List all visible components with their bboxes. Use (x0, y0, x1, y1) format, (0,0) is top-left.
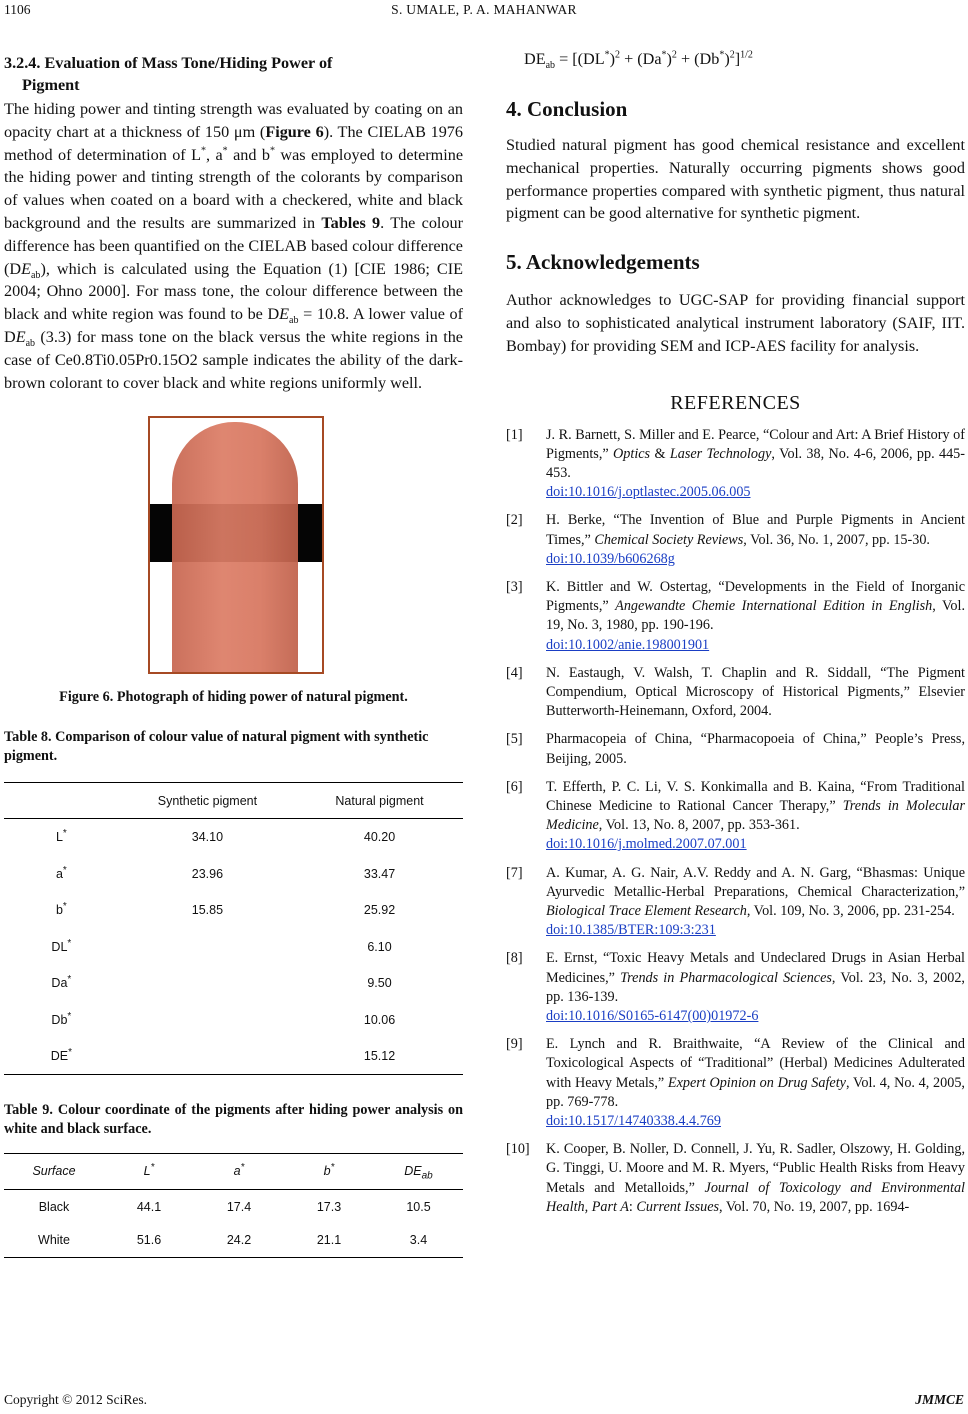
references-list (506, 426, 965, 1218)
table-8-caption: Table 8. Comparison of colour value of natural pigment with synthetic pigment. (4, 729, 429, 765)
references-heading: REFERENCES (670, 391, 801, 414)
table-row (4, 819, 463, 856)
equation-1: $DE_{ab} = [(DL^*)^2 + (Da^*)^2 + (Db^*)^2]^{1/2}$ (524, 49, 753, 72)
doi-link[interactable]: doi:10.1016/j.optlastec.2005.06.005 (546, 484, 751, 501)
row-label: DL* (51, 937, 72, 954)
doi-link[interactable]: doi:10.1016/j.molmed.2007.07.001 (546, 836, 747, 853)
doi-link[interactable]: doi:10.1385/BTER:109:3:231 (546, 922, 716, 939)
row-label: Db* (51, 1010, 72, 1027)
row-label: b* (55, 900, 67, 918)
table-row (4, 1038, 463, 1075)
table-9-caption: Table 9. Colour coordinate of the pigments after hiding power analysis on white and black surface. (4, 1101, 463, 1137)
table-9 (4, 1153, 463, 1258)
table-row (4, 1001, 463, 1038)
row-label: DE* (50, 1046, 73, 1063)
row-label: Da* (51, 973, 72, 991)
doi-link[interactable]: doi:10.1039/b606268g (546, 550, 675, 567)
natural-value: 15.12 (363, 1048, 396, 1063)
table-row (4, 855, 463, 892)
figure-6-caption: Figure 6. Photograph of hiding power of natural pigment. (59, 689, 408, 706)
acknowledgements-text: Author acknowledges to UGC-SAP for providing financial support and also to sophisticated analytical instrument laboratory (SAIF, IIT. Bombay) for providing SEM and ICP-AES facility for analysis. (506, 291, 965, 355)
synthetic-value (119, 1001, 296, 1038)
doi-link[interactable]: doi:10.1517/14740338.4.4.769 (546, 1113, 721, 1130)
reference-item: [7] A. Kumar, A. G. Nair, A.V. Reddy and A. N. Garg, “Bhasmas: Unique Ayurvedic Metallic-Herbal Preparations, Chemical Characterization,” Biological Trace Element Research, Vol. 109, No. 3, 2006, pp. 231-254. doi:10.1385/BTER:109:3:231 (506, 864, 965, 939)
page-header (0, 0, 968, 26)
journal-abbrev: JMMCE (915, 1392, 964, 1407)
synthetic-value (119, 1038, 296, 1075)
reference-item: [10] K. Cooper, B. Noller, D. Connell, J. Yu, R. Sadler, Olszowy, H. Golding, G. Tinggi, U. Moore and M. R. Myers, “Public Health Risks from Heavy Metals and Metalloids,” Journal of Toxicology and Environmental Health, Part A: Current Issues, Vol. 70, No. 19, 2007, pp. 1694- (506, 1141, 965, 1215)
table-8-header: Synthetic pigment Natural pigment (4, 783, 463, 819)
conclusion-text: Studied natural pigment has good chemical resistance and excellent mechanical properties. Naturally occurring pigments shows good performance properties compared with synthetic pigment, thus natural pigment can be good alternative for synthetic pigment. (506, 136, 965, 223)
natural-value: 25.92 (363, 903, 396, 918)
hiding-power-photograph (148, 416, 324, 674)
page-number: 1106 (4, 2, 31, 17)
synthetic-value: 23.96 (191, 866, 224, 881)
table-row (4, 965, 463, 1002)
natural-value: 9.50 (367, 976, 392, 991)
conclusion-heading: 4. Conclusion (506, 97, 628, 121)
section-heading-3-2-4: 3.2.4. Evaluation of Mass Tone/Hiding Power of Pigment (4, 54, 333, 94)
doi-link[interactable]: doi:10.1002/anie.198001901 (546, 636, 710, 653)
table-row (4, 892, 463, 929)
copyright: Copyright © 2012 SciRes. (4, 1392, 148, 1407)
running-authors: S. UMALE, P. A. MAHANWAR (391, 2, 577, 17)
reference-item: [9] E. Lynch and R. Braithwaite, “A Review of the Clinical and Toxicological Aspects of “Traditional” (Herbal) Medicines Adulterated with Heavy Metals,” Expert Opinion on Drug Safety, Vol. 4, No. 4, 2005, pp. 769-778. doi:10.1517/14740338.4.4.769 (506, 1036, 965, 1130)
natural-value: 40.20 (363, 830, 396, 845)
synthetic-value (119, 928, 296, 965)
natural-value: 10.06 (363, 1012, 396, 1027)
doi-link[interactable]: doi:10.1016/S0165-6147(00)01972-6 (546, 1008, 759, 1025)
synthetic-value: 15.85 (191, 903, 224, 918)
table-row (4, 928, 463, 965)
section-paragraph: The hiding power and tinting strength was evaluated by coating on an opacity chart at a thickness of 150 μm (Figure 6). The CIELAB 1976 method of determination of L*, a* and b* was employed to determine the hiding power and tinting strength of the colorants by comparison of values when coated on a board with a checkered, white and black background and the results are summarized in Tables 9. The colour difference has been quantified on the CIELAB based colour difference $(DE_{ab})$, which is calculated using the Equation (1) [CIE 1986; CIE 2004; Ohno 2000]. For mass tone, the colour difference between the black and white region was found to be $DE_{ab} = 10.8$. A lower value of $DE_{ab}$ (3.3) for mass tone on the black versus the white regions in the case of Ce0.8Ti0.05Pr0.15O2 sample indicates the ability of the dark-brown colorant to cover black and white regions uniformly well. (4, 100, 464, 392)
reference-item: [8] E. Ernst, “Toxic Heavy Metals and Undeclared Drugs in Asian Herbal Medicines,” Trends in Pharmacological Sciences, Vol. 23, No. 3, 2002, pp. 136-139. doi:10.1016/S0165-6147(00)01972-6 (506, 950, 965, 1025)
table-row: White 51.6 24.2 21.1 3.4 (38, 1233, 428, 1248)
row-label: a* (55, 864, 67, 881)
reference-item: [6] T. Efferth, P. C. Li, V. S. Konkimalla and B. Kaina, “From Traditional Chinese Medicine to Rational Cancer Therapy,” Trends in Molecular Medicine, Vol. 13, No. 8, 2007, pp. 353-361. doi:10.1016/j.molmed.2007.07.001 (506, 778, 965, 853)
pigment-coating (172, 422, 298, 674)
natural-value: 6.10 (367, 939, 392, 954)
acknowledgements-heading: 5. Acknowledgements (506, 250, 700, 275)
table-row: Black 44.1 17.4 17.3 10.5 (38, 1199, 431, 1214)
reference-item: [5] Pharmacopeia of China, “Pharmacopoeia of China,” People’s Press, Beijing, 2005. (506, 731, 965, 767)
natural-value: 33.47 (363, 866, 396, 881)
reference-item: [4] N. Eastaugh, V. Walsh, T. Chaplin and R. Siddall, “The Pigment Compendium, Optical Microscopy of Historical Pigments,” Elsevier Butterworth-Heinemann, Oxford, 2004. (506, 664, 965, 720)
synthetic-value (119, 965, 296, 1002)
left-column (4, 52, 463, 1258)
synthetic-value: 34.10 (191, 830, 224, 845)
reference-item: [3] K. Bittler and W. Ostertag, “Developments in the Field of Inorganic Pigments,” Angewandte Chemie International Edition in English, Vol. 19, No. 3, 1980, pp. 190-196. doi:10.1002/anie.198001901 (506, 579, 965, 653)
reference-item: [2] H. Berke, “The Invention of Blue and Purple Pigments in Ancient Times,” Chemical Society Reviews, Vol. 36, No. 1, 2007, pp. 15-30. doi:10.1039/b606268g (506, 512, 965, 567)
table-8 (4, 782, 463, 1075)
reference-item: [1] J. R. Barnett, S. Miller and E. Pearce, “Colour and Art: A Brief History of Pigments,” Optics & Laser Technology, Vol. 38, No. 4-6, 2006, pp. 445-453. doi:10.1016/j.optlastec.2005.06.005 (506, 426, 965, 501)
right-column (506, 50, 965, 1226)
table-9-header: Surface L* a* b* $DE_{ab}$ (4, 1153, 463, 1189)
row-label: L* (55, 828, 67, 845)
